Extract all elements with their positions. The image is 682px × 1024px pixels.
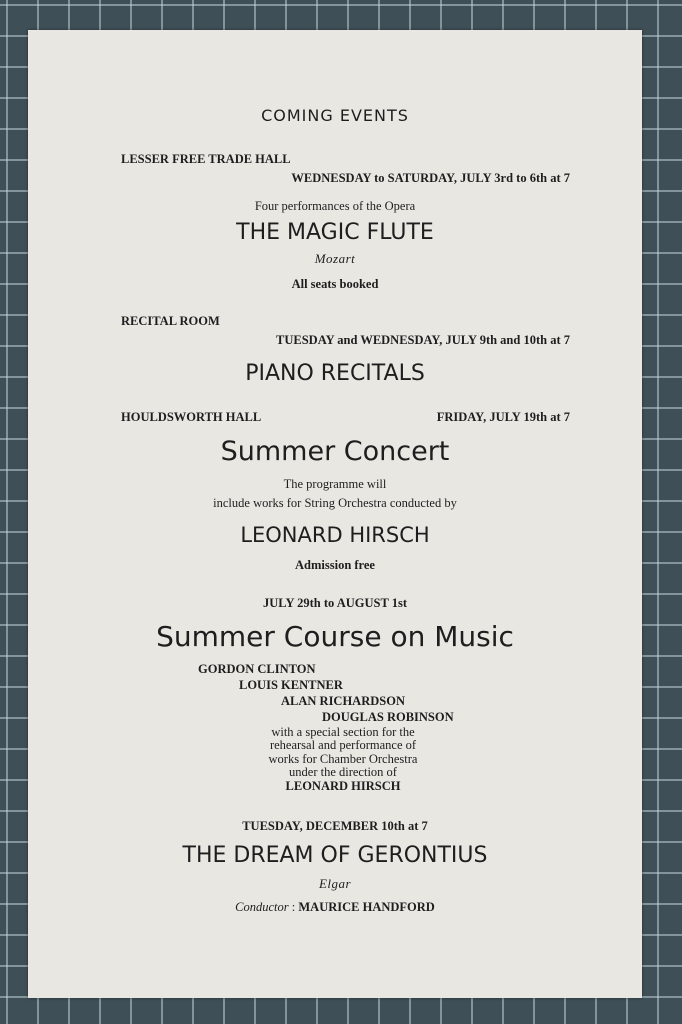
- event-title: THE MAGIC FLUTE: [236, 220, 434, 245]
- event-title: PIANO RECITALS: [245, 361, 425, 386]
- event-description: include works for String Orchestra conducted by: [213, 496, 457, 510]
- event-conductor-line: [28, 900, 642, 915]
- event-composer: Elgar: [318, 876, 352, 891]
- coming-events-heading: COMING EVENTS: [261, 106, 409, 125]
- event-description: The programme will: [283, 477, 387, 491]
- event-date: FRIDAY, JULY 19th at 7: [436, 410, 570, 424]
- course-director: LEONARD HIRSCH: [285, 778, 401, 793]
- course-description: [218, 726, 468, 793]
- tutor-name: LOUIS KENTNER: [239, 678, 343, 692]
- event-venue: HOULDSWORTH HALL: [121, 410, 262, 424]
- event-date: JULY 29th to AUGUST 1st: [262, 596, 407, 610]
- programme-page: [28, 30, 642, 998]
- event-venue: LESSER FREE TRADE HALL: [121, 152, 291, 166]
- description-line: with a special section for the: [271, 725, 415, 739]
- description-line: works for Chamber Orchestra: [268, 751, 418, 766]
- tutor-name: DOUGLAS ROBINSON: [322, 710, 454, 724]
- description-line: rehearsal and performance of: [269, 738, 417, 753]
- conductor-label: Conductor: [235, 900, 289, 914]
- event-note: Admission free: [295, 558, 375, 572]
- event-title: Summer Concert: [220, 436, 450, 467]
- tutor-name: ALAN RICHARDSON: [281, 694, 405, 708]
- event-conductor: LEONARD HIRSCH: [240, 523, 430, 547]
- event-title: THE DREAM OF GERONTIUS: [182, 843, 488, 868]
- conductor-name: MAURICE HANDFORD: [298, 900, 435, 914]
- event-date: TUESDAY, DECEMBER 10th at 7: [242, 819, 428, 833]
- event-venue: RECITAL ROOM: [121, 314, 220, 328]
- event-title: Summer Course on Music: [156, 620, 514, 653]
- event-date: TUESDAY and WEDNESDAY, JULY 9th and 10th at 7: [276, 333, 570, 347]
- event-date: WEDNESDAY to SATURDAY, JULY 3rd to 6th at 7: [291, 171, 570, 185]
- event-intro: Four performances of the Opera: [254, 199, 416, 213]
- description-line: under the direction of: [289, 765, 397, 780]
- event-note: All seats booked: [291, 277, 379, 291]
- conductor-separator: :: [288, 900, 299, 914]
- event-composer: Mozart: [314, 251, 356, 266]
- tutor-name: GORDON CLINTON: [198, 662, 316, 676]
